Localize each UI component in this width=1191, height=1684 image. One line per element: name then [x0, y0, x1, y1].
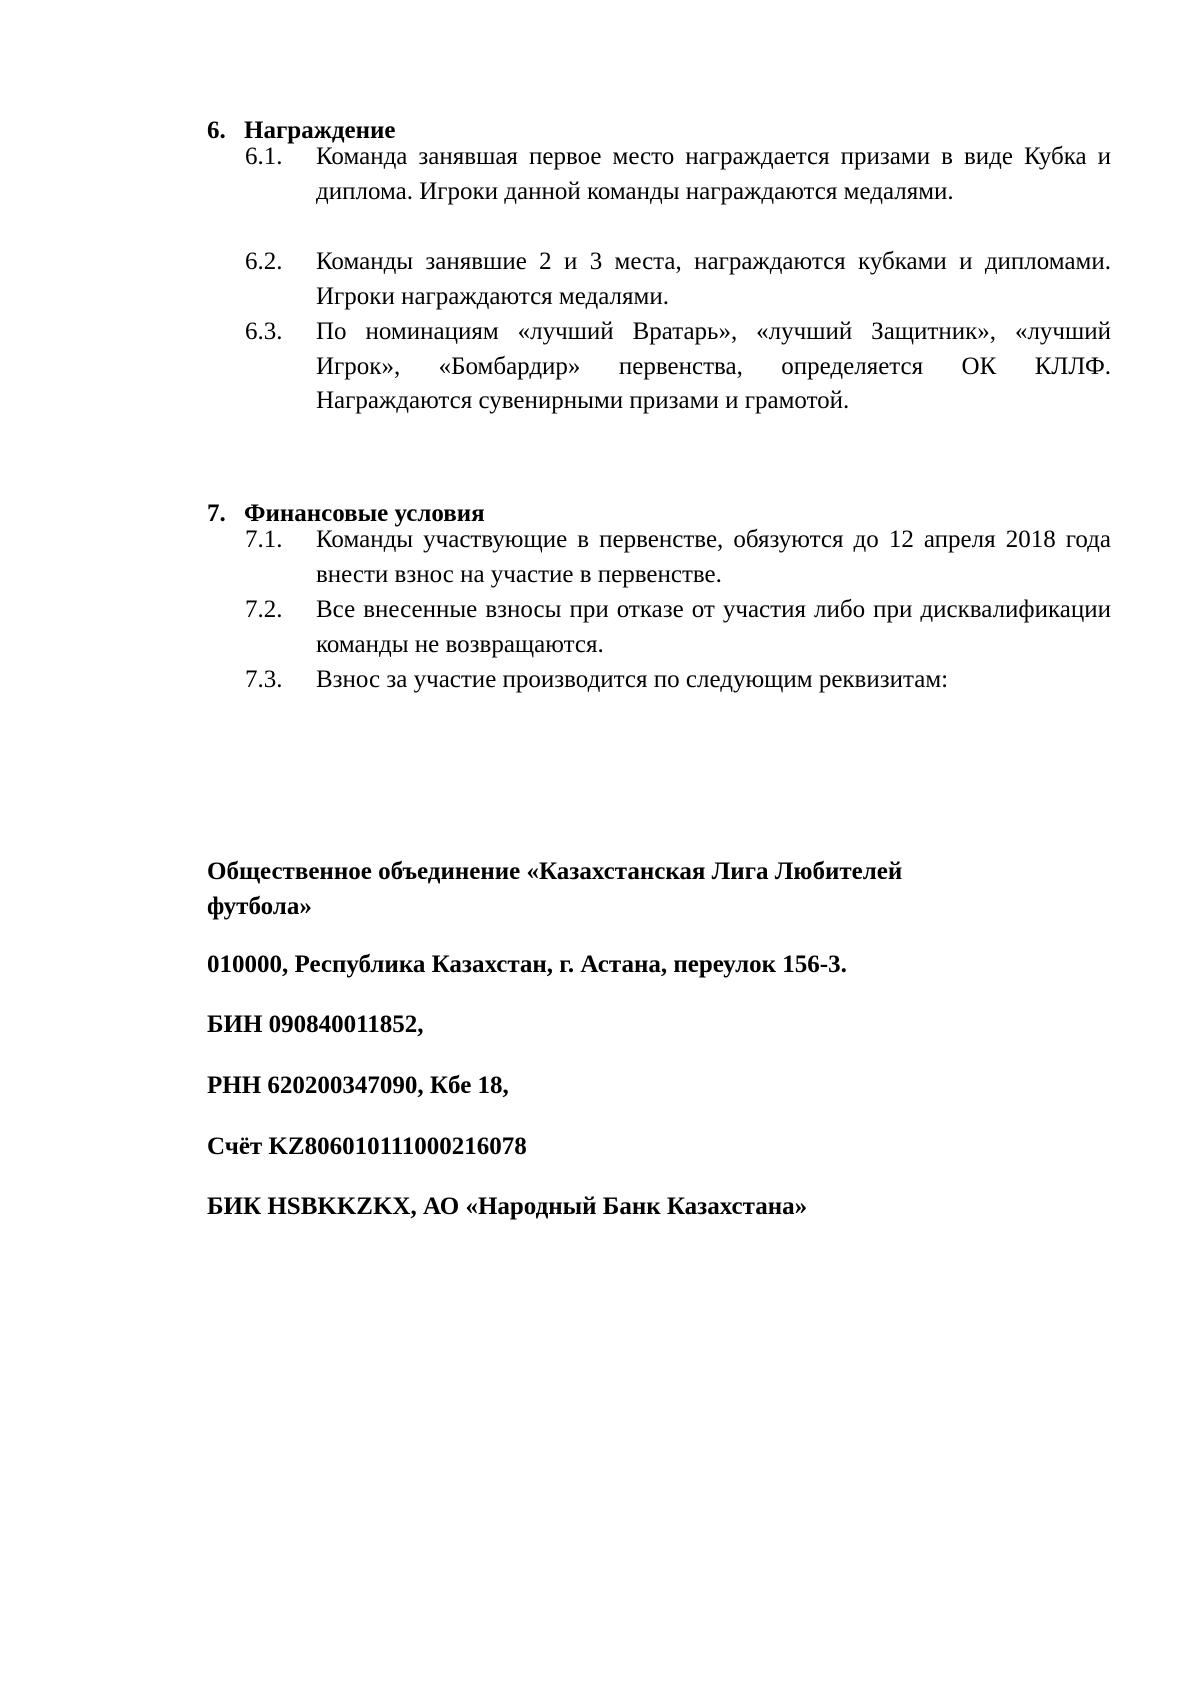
item-number: 6.3.: [245, 318, 283, 345]
rnn-number: РНН 620200347090, Кбе 18,: [207, 1072, 509, 1099]
section-6-title: Награждение: [244, 117, 396, 144]
item-text: Команды занявшие 2 и 3 места, награждаются кубками и дипломами. Игроки награждаются медалями.: [316, 248, 1111, 310]
section-item-7-2: [245, 593, 1111, 662]
item-text: Команды участвующие в первенстве, обязуются до 12 апреля 2018 года внести взнос на участие в первенстве.: [316, 526, 1111, 588]
section-item-6-1: [245, 140, 1111, 209]
section-7-title: Финансовые условия: [244, 500, 485, 527]
item-text: Все внесенные взносы при отказе от участия либо при дисквалификации команды не возвращаются.: [316, 596, 1111, 658]
item-text: По номинациям «лучший Вратарь», «лучший Защитник», «лучший Игрок», «Бомбардир» первенства, определяется ОК КЛЛФ. Награждаются сувенирными призами и грамотой.: [316, 318, 1111, 414]
bin-number: БИН 090840011852,: [207, 1011, 424, 1038]
item-text: Взнос за участие производится по следующим реквизитам:: [316, 666, 949, 693]
org-name-line-1: Общественное объединение «Казахстанская Лига Любителей: [207, 858, 903, 885]
item-number: 6.2.: [245, 248, 283, 275]
item-number: 6.1.: [245, 143, 283, 170]
section-item-7-1: [245, 523, 1111, 592]
item-number: 7.2.: [245, 596, 283, 623]
bank-bik: БИК HSBKKZKX, АО «Народный Банк Казахстана»: [207, 1193, 808, 1220]
section-item-6-3: [245, 315, 1111, 419]
item-text: Команда занявшая первое место награждается призами в виде Кубка и диплома. Игроки данной команды награждаются медалями.: [316, 143, 1111, 205]
org-address: 010000, Республика Казахстан, г. Астана, переулок 156-3.: [207, 951, 847, 978]
item-number: 7.3.: [245, 666, 283, 693]
bank-account: Счёт KZ806010111000216078: [207, 1133, 527, 1160]
section-item-7-3: [245, 663, 1111, 698]
section-item-6-2: [245, 245, 1111, 314]
section-7-number: 7.: [207, 500, 226, 527]
item-number: 7.1.: [245, 526, 283, 553]
org-name-line-2: футбола»: [207, 893, 312, 920]
section-6-number: 6.: [207, 117, 226, 144]
